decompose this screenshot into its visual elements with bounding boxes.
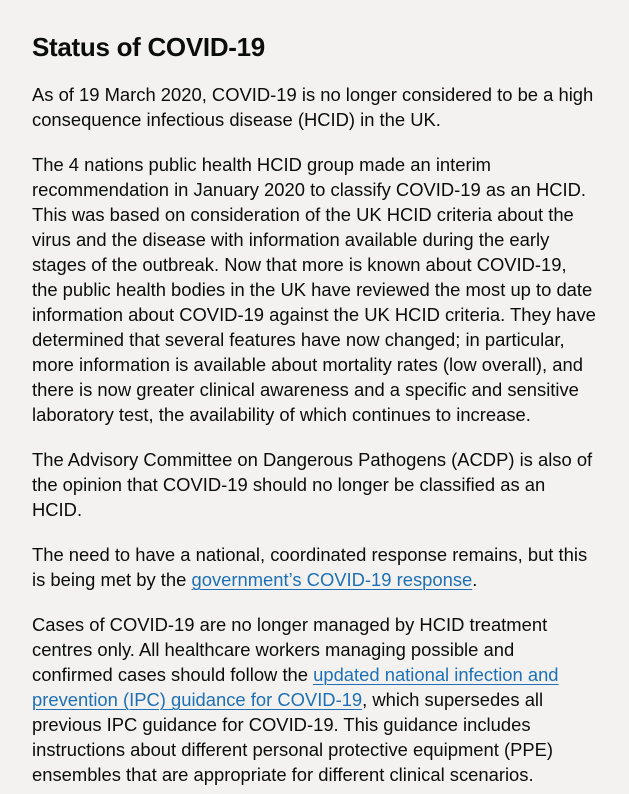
- paragraph-text: .: [472, 569, 478, 590]
- paragraph-national-response: [32, 542, 597, 592]
- paragraph-acdp-opinion: The Advisory Committee on Dangerous Pathogens (ACDP) is also of the opinion that COVID-19 should no longer be classified as an HCID.: [32, 449, 593, 520]
- paragraph-interim-recommendation: The 4 nations public health HCID group made an interim recommendation in January 2020 to classify COVID-19 as an HCID. This was based on consideration of the UK HCID criteria about the virus and the disease with information available during the early stages of the outbreak. Now that more is known about COVID-19, the public health bodies in the UK have reviewed the most up to date information about COVID-19 against the UK HCID criteria. They have determined that several features have now changed; in particular, more information is available about mortality rates (low overall), and there is now greater clinical awareness and a specific and sensitive laboratory test, the availability of which continues to increase.: [32, 154, 596, 425]
- ipc-guidance-link[interactable]: updated national infection and prevention (IPC) guidance for COVID-19: [32, 664, 559, 710]
- paragraph-hcid-status: As of 19 March 2020, COVID-19 is no longer considered to be a high consequence infectious disease (HCID) in the UK.: [32, 84, 594, 130]
- paragraph-text: The need to have a national, coordinated response remains, but this is being met by the: [32, 544, 588, 590]
- paragraph-text: , which supersedes all previous IPC guidance for COVID-19. This guidance includes instructions about different personal protective equipment (PPE) ensembles that are appropriate for different clinical scenarios.: [32, 689, 554, 785]
- section-heading: Status of COVID-19: [32, 32, 265, 62]
- paragraph-text: Cases of COVID-19 are no longer managed by HCID treatment centres only. All healthcare workers managing possible and confirmed cases should follow the: [32, 614, 548, 685]
- government-response-link[interactable]: government’s COVID-19 response: [191, 569, 473, 590]
- paragraph-case-management: [32, 612, 597, 787]
